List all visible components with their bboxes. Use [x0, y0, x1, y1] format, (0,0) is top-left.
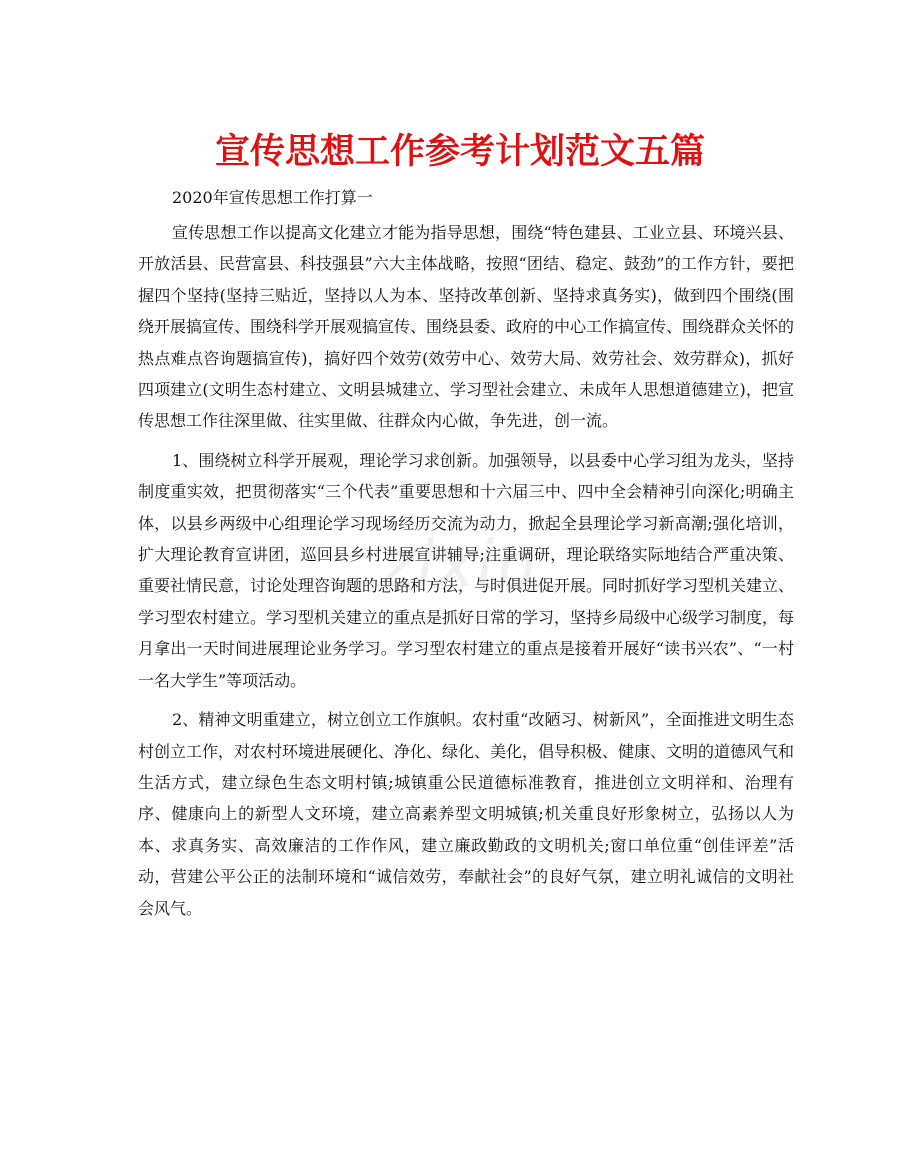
paragraph-intro: 宣传思想工作以提高文化建立才能为指导思想，围绕“特色建县、工业立县、环境兴县、开放活县、民营富县、科技强县”六大主体战略，按照“团结、稳定、鼓劲”的工作方针，要把握四个坚持(坚持三贴近，坚持以人为本、坚持改革创新、坚持求真务实)，做到四个围绕(围绕开展搞宣传、围绕科学开展观搞宣传、围绕县委、政府的中心工作搞宣传、围绕群众关怀的热点难点咨询题搞宣传)，搞好四个效劳(效劳中心、效劳大局、效劳社会、效劳群众)，抓好四项建立(文明生态村建立、文明县城建立、学习型社会建立、未成年人思想道德建立)，把宣传思想工作往深里做、往实里做、往群众内心做，争先进，创一流。: [138, 223, 795, 431]
section-heading: 2020年宣传思想工作打算一: [172, 188, 373, 207]
paragraph-item-2: 2、精神文明重建立，树立创立工作旗帜。农村重“改陋习、树新风”，全面推进文明生态村创立工作，对农村环境进展硬化、净化、绿化、美化，倡导积极、健康、文明的道德风气和生活方式，建立绿色生态文明村镇;城镇重公民道德标准教育，推进创立文明祥和、治理有序、健康向上的新型人文环境，建立高素养型文明城镇;机关重良好形象树立，弘扬以人为本、求真务实、高效廉洁的工作作风，建立廉政勤政的文明机关;窗口单位重“创佳评差”活动，营建公平公正的法制环境和“诚信效劳，奉献社会”的良好气氛，建立明礼诚信的文明社会风气。: [138, 710, 795, 918]
document-body: [138, 178, 794, 924]
watermark-logo: zixin: [381, 528, 539, 602]
paragraph-item-1: 1、围绕树立科学开展观，理论学习求创新。加强领导，以县委中心学习组为龙头，坚持制度重实效，把贯彻落实“三个代表”重要思想和十六届三中、四中全会精神引向深化;明确主体，以县乡两级中心组理论学习现场经历交流为动力，掀起全县理论学习新高潮;强化培训，扩大理论教育宣讲团，巡回县乡村进展宣讲辅导;注重调研，理论联络实际地结合严重决策、重要社情民意，讨论处理咨询题的思路和方法，与时俱进促开展。同时抓好学习型机关建立、学习型农村建立。学习型机关建立的重点是抓好日常的学习，坚持乡局级中心级学习制度，每月拿出一天时间进展理论业务学习。学习型农村建立的重点是接着开展好“读书兴农”、“一村一名大学生”等项活动。: [138, 450, 795, 690]
document-title: 宣传思想工作参考计划范文五篇: [214, 132, 705, 172]
